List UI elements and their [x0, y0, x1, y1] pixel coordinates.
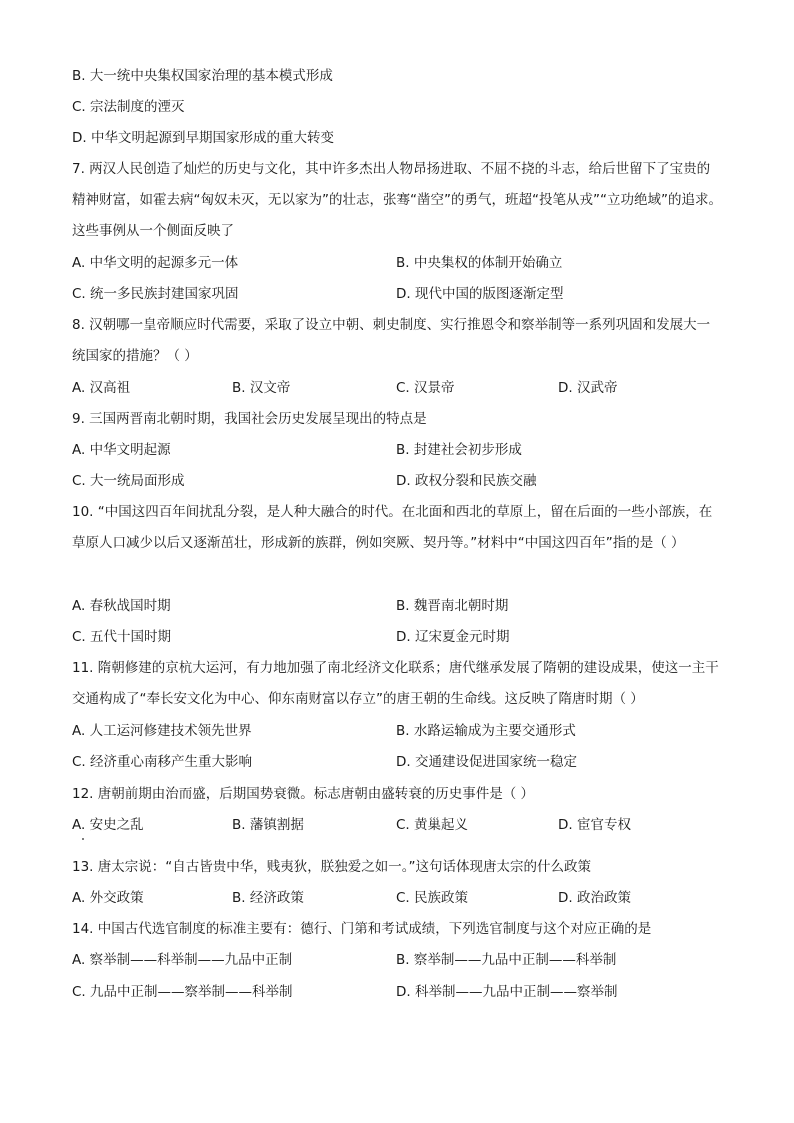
q12-option-d: D. 宦官专权: [558, 817, 631, 833]
q11-option-b: B. 水路运输成为主要交通形式: [396, 723, 576, 739]
q12-options-row: [72, 816, 722, 834]
q10-option-d: D. 辽宋夏金元时期: [396, 629, 510, 645]
q7-option-a: A. 中华文明的起源多元一体: [72, 255, 239, 271]
q10-option-b: B. 魏晋南北朝时期: [396, 598, 509, 614]
q9-option-d: D. 政权分裂和民族交融: [396, 473, 537, 489]
q6-option-d: D. 中华文明起源到早期国家形成的重大转变: [72, 130, 334, 146]
q11-options-row-2: [72, 753, 722, 771]
q13-option-c: C. 民族政策: [396, 890, 469, 906]
q12-option-c: C. 黄巢起义: [396, 817, 469, 833]
q9-option-c: C. 大一统局面形成: [72, 473, 185, 489]
q7-option-b: B. 中央集权的体制开始确立: [396, 255, 563, 271]
q14-option-a: A. 察举制——科举制——九品中正制: [72, 952, 293, 968]
q13-options-row: [72, 889, 722, 907]
q9-option-a: A. 中华文明起源: [72, 442, 171, 458]
q7-stem: 7. 两汉人民创造了灿烂的历史与文化，其中许多杰出人物昂扬进取、不屈不挠的斗志，给后世留下了宝贵的精神财富，如霍去病“匈奴未灭，无以家为”的壮志，张骞“凿空”的勇气，班超“投笔从戎”“立功绝域”的追求。这些事例从一个侧面反映了: [72, 161, 722, 239]
q13-option-a: A. 外交政策: [72, 890, 144, 906]
q10-option-c: C. 五代十国时期: [72, 629, 172, 645]
q8-option-d: D. 汉武帝: [558, 380, 618, 396]
q8-stem: 8. 汉朝哪一皇帝顺应时代需要，采取了设立中朝、刺史制度、实行推恩令和察举制等一系列巩固和发展大一统国家的措施？（ ）: [72, 317, 711, 364]
q12-option-b: B. 藩镇割据: [232, 817, 304, 833]
q14-stem: 14. 中国古代选官制度的标准主要有：德行、门第和考试成绩，下列选官制度与这个对应正确的是: [72, 921, 652, 937]
q7-options-row-2: [72, 285, 722, 303]
q8-options-row: [72, 379, 722, 397]
q9-options-row-1: [72, 441, 722, 459]
q10-options-row-1: [72, 597, 722, 615]
q11-stem: 11. 隋朝修建的京杭大运河，有力地加强了南北经济文化联系；唐代继承发展了隋朝的建设成果，使这一主干交通构成了“奉长安文化为中心、仰东南财富以存立”的唐王朝的生命线。这反映了隋唐时期（ ）: [72, 660, 719, 707]
q8-option-a: A. 汉高祖: [72, 380, 131, 396]
q13-option-b: B. 经济政策: [232, 890, 304, 906]
q14-options-row-2: [72, 983, 722, 1001]
q10-option-a: A. 春秋战国时期: [72, 598, 171, 614]
q8-option-c: C. 汉景帝: [396, 380, 455, 396]
q14-option-b: B. 察举制——九品中正制——科举制: [396, 952, 617, 968]
q12-stem: 12. 唐朝前期由治而盛，后期国势衰微。标志唐朝由盛转衰的历史事件是（ ）: [72, 786, 535, 802]
q11-option-c: C. 经济重心南移产生重大影响: [72, 754, 253, 770]
scan-dot-mark: [82, 838, 84, 840]
q6-option-c: C. 宗法制度的湮灭: [72, 99, 185, 115]
q14-options-row-1: [72, 951, 722, 969]
q8-option-b: B. 汉文帝: [232, 380, 291, 396]
q7-option-d: D. 现代中国的版图逐渐定型: [396, 286, 564, 302]
q7-options-row-1: [72, 254, 722, 272]
q12-option-a: A. 安史之乱: [72, 817, 144, 833]
q10-stem: 10. “中国这四百年间扰乱分裂，是人种大融合的时代。在北面和西北的草原上，留在后面的一些小部族，在草原人口减少以后又逐渐茁壮，形成新的族群，例如突厥、契丹等。”材料中“中国这四百年”指的是（ ）: [72, 504, 713, 551]
q9-options-row-2: [72, 472, 722, 490]
q6-option-b: B. 大一统中央集权国家治理的基本模式形成: [72, 68, 333, 84]
q13-option-d: D. 政治政策: [558, 890, 631, 906]
q14-option-d: D. 科举制——九品中正制——察举制: [396, 984, 618, 1000]
q9-stem: 9. 三国两晋南北朝时期，我国社会历史发展呈现出的特点是: [72, 411, 427, 427]
q7-option-c: C. 统一多民族封建国家巩固: [72, 286, 239, 302]
q10-options-row-2: [72, 628, 722, 646]
q14-option-c: C. 九品中正制——察举制——科举制: [72, 984, 293, 1000]
q13-stem: 13. 唐太宗说：“自古皆贵中华，贱夷狄，朕独爱之如一。”这句话体现唐太宗的什么政策: [72, 859, 591, 875]
q11-option-a: A. 人工运河修建技术领先世界: [72, 723, 252, 739]
q9-option-b: B. 封建社会初步形成: [396, 442, 522, 458]
q11-option-d: D. 交通建设促进国家统一稳定: [396, 754, 577, 770]
q11-options-row-1: [72, 722, 722, 740]
